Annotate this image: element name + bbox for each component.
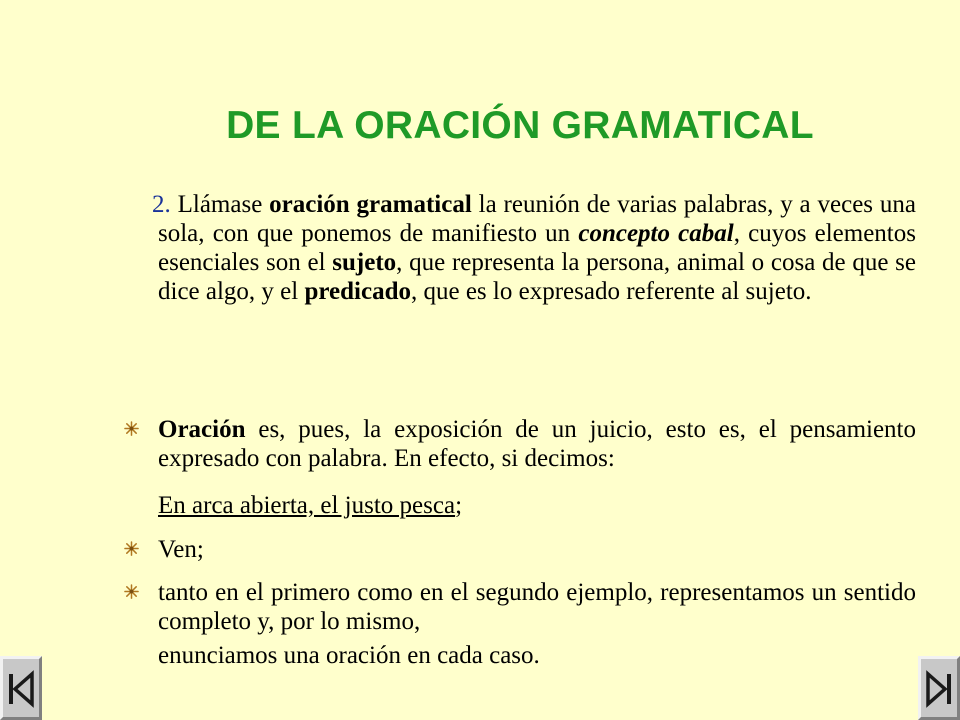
skip-forward-icon xyxy=(921,659,957,717)
bullet-text: Ven; xyxy=(158,536,204,563)
skip-back-icon xyxy=(3,659,39,717)
slide-title: DE LA ORACIÓN GRAMATICAL xyxy=(226,104,814,147)
bullet-text-last: enunciamos una oración en cada caso. xyxy=(158,642,540,669)
term-predicado: predicado xyxy=(304,278,411,305)
term-oracion: Oración xyxy=(158,416,246,443)
term-oracion-gramatical: oración gramatical xyxy=(269,191,472,218)
previous-slide-button[interactable] xyxy=(0,656,42,720)
intro-paragraph xyxy=(152,190,916,306)
bullet-item-ven xyxy=(158,535,916,564)
bullet-icon xyxy=(124,541,139,556)
intro-text-d: , que representa la persona, animal o cosa de que se dice algo, y el xyxy=(158,249,916,305)
paragraph-number: 2. xyxy=(152,191,171,218)
intro-text-c: , cuyos elementos esenciales son el xyxy=(158,220,916,276)
bullet-item-conclusion xyxy=(158,578,916,670)
bullet-icon xyxy=(124,584,139,599)
intro-text-e: , que es lo expresado referente al sujeto. xyxy=(410,278,812,305)
bullet-text: es, pues, la exposición de un juicio, esto es, el pensamiento expresado con palabra. En efecto, si decimos: xyxy=(158,416,916,472)
bullet-item-oracion xyxy=(158,415,916,473)
bullet-text: tanto en el primero como en el segundo ejemplo, representamos un sentido completo y, por lo mismo, xyxy=(158,579,916,635)
example-underlined: En arca abierta, el justo pesca xyxy=(158,492,456,519)
example-punct: ; xyxy=(455,492,463,519)
bullet-icon xyxy=(124,421,139,436)
example-sentence xyxy=(158,491,916,520)
intro-text-b: la reunión de varias palabras, y a veces una sola, con que ponemos de manifiesto un xyxy=(158,191,916,247)
term-sujeto: sujeto xyxy=(332,249,397,276)
next-slide-button[interactable] xyxy=(918,656,960,720)
term-concepto-cabal: concepto cabal xyxy=(578,220,734,247)
intro-text-a: Llámase xyxy=(170,191,270,218)
